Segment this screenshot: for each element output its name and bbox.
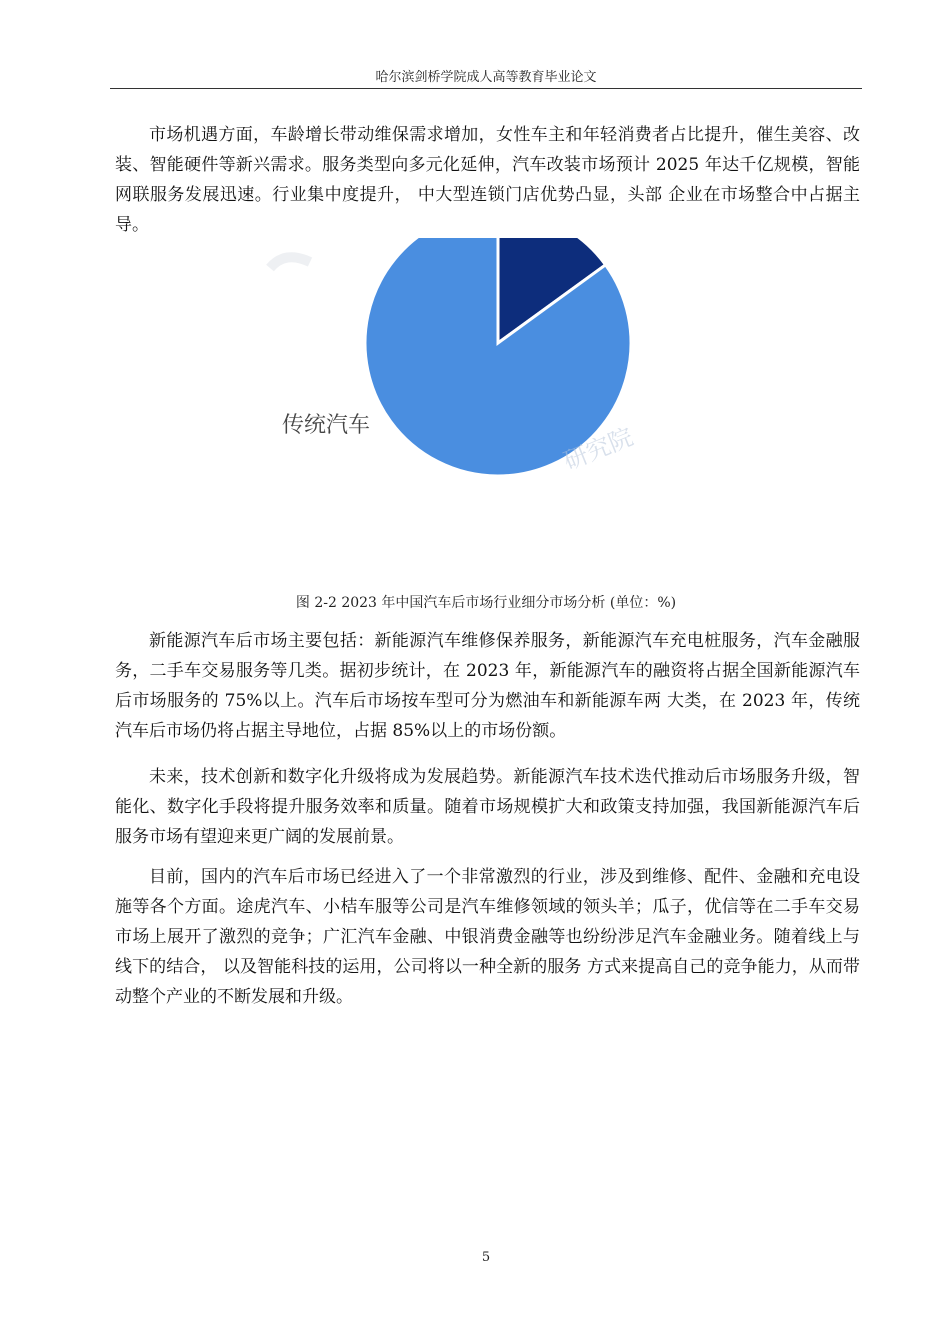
pie-chart-figure <box>250 238 650 488</box>
page-number: 5 <box>481 1250 491 1265</box>
watermark-blob <box>270 257 310 268</box>
pie-chart <box>250 238 650 488</box>
page-header: 哈尔滨剑桥学院成人高等教育毕业论文 <box>375 70 597 85</box>
paragraph-future-trends: 未来，技术创新和数字化升级将成为发展趋势。新能源汽车技术迭代推动后市场服务升级，智能化、数字化手段将提升服务效率和质量。随着市场规模扩大和政策支持加强，我国新能源汽车后服务市场有望迎来更广阔的发展前景。 <box>115 767 860 847</box>
pie-label-traditional-car: 传统汽车 <box>282 413 371 438</box>
figure-caption: 图 2-2 2023 年中国汽车后市场行业细分市场分析 (单位：%) <box>295 595 677 611</box>
watermark-text: 研究院 <box>559 422 638 476</box>
paragraph-market-opportunity: 市场机遇方面，车龄增长带动维保需求增加，女性车主和年轻消费者占比提升，催生美容、改装、智能硬件等新兴需求。服务类型向多元化延伸，汽车改装市场预计 2025 年达千亿规模，智能网联服务发展迅速。行业集中度提升， 中大型连锁门店优势凸显，头部 企业在市场整合中占据主导。 <box>115 125 860 235</box>
paragraph-new-energy-aftermarket: 新能源汽车后市场主要包括：新能源汽车维修保养服务，新能源汽车充电桩服务，汽车金融服务，二手车交易服务等几类。据初步统计，在 2023 年，新能源汽车的融资将占据全国新能源汽车后市场服务的 75%以上。汽车后市场按车型可分为燃油车和新能源车两 大类，在 2023 年，传统汽车后市场仍将占据主导地位，占据 85%以上的市场份额。 <box>115 631 860 741</box>
paragraph-current-competition: 目前，国内的汽车后市场已经进入了一个非常激烈的行业，涉及到维修、配件、金融和充电设施等各个方面。途虎汽车、小桔车服等公司是汽车维修领域的领头羊；瓜子，优信等在二手车交易市场上展开了激烈的竞争；广汇汽车金融、中银消费金融等也纷纷涉足汽车金融业务。随着线上与线下的结合， 以及智能科技的运用，公司将以一种全新的服务 方式来提高自己的竞争能力，从而带动整个产业的不断发展和升级。 <box>115 867 860 1007</box>
header-rule <box>110 88 862 89</box>
